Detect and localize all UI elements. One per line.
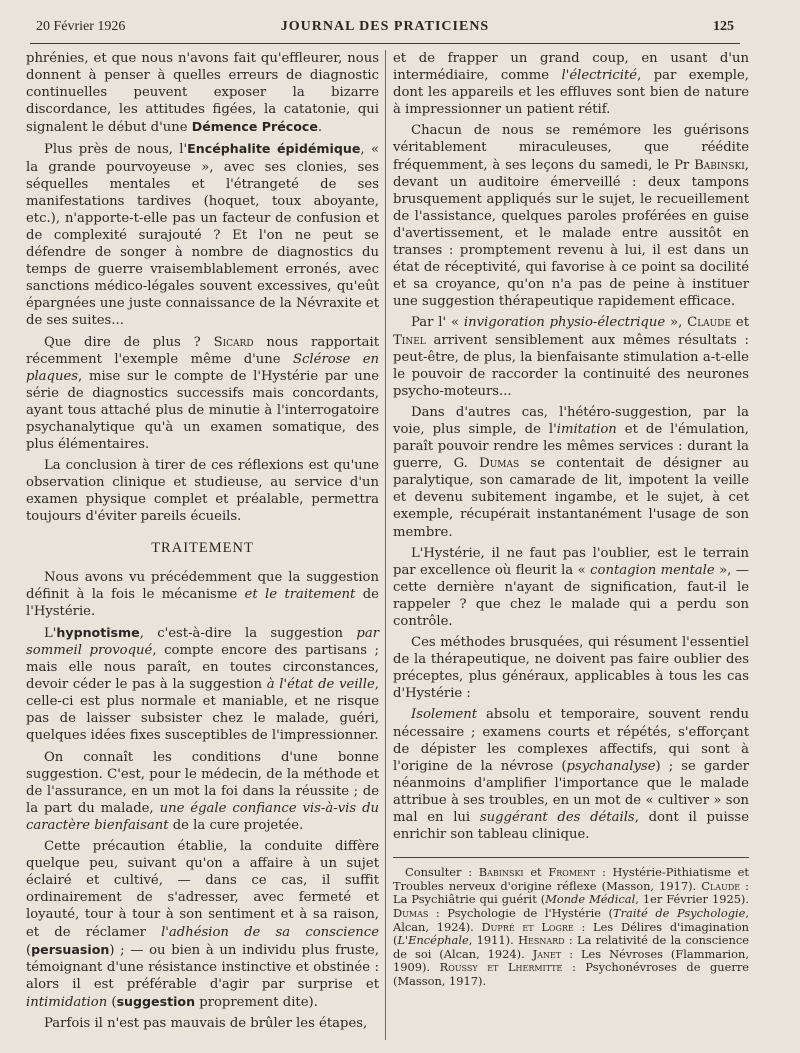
paragraph-conditions: On connaît les conditions d'une bonne suggestion. C'est, pour le médecin, de la méthode et de l'assurance, en un mot la foi dans la réussite ; de la part du malade, une égale confiance vis-à-vis du caractère bienfaisant de la cure projetée.	[26, 749, 379, 833]
column-divider	[385, 50, 386, 1040]
paragraph-electricity: et de frapper un grand coup, en usant d'un intermédiaire, comme l'électricité, par exemple, dont les appareils et les effluves sont bien de nature à impressionner un patient rétif.	[393, 51, 749, 118]
paragraph-stages: Parfois il n'est pas mauvais de brûler les étapes,	[44, 1015, 368, 1031]
paragraph-contagion: L'Hystérie, il ne faut pas l'oublier, est le terrain par excellence où fleurit la « contagion mentale », — cette dernière n'ayant de signification, faut-il le rappeler ? que chez le malade qui a perdu son contrôle.	[393, 545, 749, 629]
header-date: 20 Février 1926	[36, 19, 126, 34]
paragraph-encephalitis: Plus près de nous, l'Encéphalite épidémique, « la grande pourvoyeuse », avec ses clonies, ses séquelles mentales et l'étrangeté de ses manifestations tardives (hoquet, toux aboyante, etc.), n'apporte-t-elle pas un facteur de confusion et de complexité surajouté ? Et l'on ne peut se défendre de songer à nombre de diagnostics du temps de guerre vraisemblablement erronés, avec sanctions médico-légales souvent excessives, qu'eût épargnées une juste connaissance de la Névraxite et de ses suites...	[26, 141, 380, 329]
paragraph-methods: Ces méthodes brusquées, qui résument l'essentiel de la thérapeutique, ne doivent pas faire oublier des préceptes, plus généraux, applicables à tous les cas d'Hystérie :	[393, 635, 749, 702]
paragraph-sicard: Que dire de plus ? Sicard nous rapportait récemment l'exemple même d'une Sclérose en plaques, mise sur le compte de l'Hystérie par une série de diagnostics successifs mais concordants, ayant tous attaché plus de minutie à l'interrogatoire psychanalytique qu'à un examen somatique, des plus élémentaires.	[26, 334, 379, 453]
paragraph-conclusion: La conclusion à tirer de ces réflexions est qu'une observation clinique et studieuse, au service d'un examen physique complet et préalable, permettra toujours d'éviter pareils écueils.	[26, 458, 379, 525]
references-text: Consulter : Babinski et Froment : Hystérie-Pithiatisme et Troubles nerveux d'origine réflexe (Masson, 1917). Claude : La Psychiâtrie qui guérit (Monde Médical, 1er Février 1925). Dumas : Psychologie de l'Hystérie (Traité de Psychologie, Alcan, 1924). Dupré et Logre : Les Délires d'imagination (L'Encéphale, 1911). Hesnard : La relativité de la conscience de soi (Alcan, 1924). Janet : Les Névroses (Flammarion, 1909). Roussy et Lhermitte : Psychonévroses de guerre (Masson, 1917).	[393, 865, 750, 988]
running-header	[30, 17, 740, 44]
section-heading: TRAITEMENT	[151, 539, 254, 556]
header-journal-title: JOURNAL DES PRATICIENS	[280, 19, 490, 34]
header-page-number: 125	[713, 19, 734, 34]
paragraph-imitation: Dans d'autres cas, l'hétéro-suggestion, par la voie, plus simple, de l'imitation et de l'émulation, paraît pouvoir rendre les mêmes services : durant la guerre, G. Dumas se contentait de désigner au paralytique, son camarade de lit, impotent la veille et devenu subitement ingambe, et le sujet, à cet exemple, récupérait instantanément l'usage de son membre.	[393, 404, 749, 540]
paragraph-hypnotism: L'hypnotisme, c'est-à-dire la suggestion par sommeil provoqué, compte encore des partisans ; mais elle nous paraît, en toutes circonstances, devoir céder le pas à la suggestion à l'état de veille, celle-ci est plus normale et maniable, et ne risque pas de laisser subsister chez le malade, guéri, quelques idées fixes susceptibles de l'impressionner.	[26, 624, 380, 744]
paragraph-suggestion: Nous avons vu précédemment que la suggestion définit à la fois le mécanisme et le traitement de l'Hystérie.	[26, 569, 379, 619]
paragraph-babinski: Chacun de nous se remémore les guérisons véritablement miraculeuses, que réédite fréquemment, à ses leçons du samedi, le Pr Babinski, devant un auditoire émerveillé : deux tampons brusquement appliqués sur le sujet, le recueillement de l'assistance, quelques paroles proférées en guise d'avertissement, et le malade entre aussitôt en transes : promptement revenu à lui, il est dans un état de réceptivité, qui favorise à ce point sa docilité et sa croyance, qu'on n'a pas de peine à instituer une suggestion thérapeutique rapidement efficace.	[393, 123, 749, 310]
right-column	[393, 50, 749, 989]
paragraph-precaution: Cette précaution établie, la conduite diffère quelque peu, suivant qu'on a affaire à un sujet éclairé et cultivé, — dans ce cas, il suffit ordinairement de s'adresser, avec fermeté et loyauté, tour à tour à son sentiment et à sa raison, et de réclamer l'adhésion de sa conscience (persuasion) ; — ou bien à un individu plus fruste, témoignant d'une résistance instinctive et obstinée : alors il est préférable d'agir par surprise et intimidation (suggestion proprement dite).	[26, 839, 379, 1010]
paragraph-dementia: phrénies, et que nous n'avons fait qu'effleurer, nous donnent à penser à quelles erreurs de diagnostic continuelles peuvent exposer la bizarre discordance, les attitudes figées, la catatonie, qui signalent le début d'une Démence Précoce.	[26, 51, 379, 136]
paragraph-isolation: Isolement absolu et temporaire, souvent rendu nécessaire ; examens courts et répétés, s'efforçant de dépister les complexes affectifs, qui sont à l'origine de la névrose (psychanalyse) ; se garder néanmoins d'amplifier l'importance que le malade attribue à ses troubles, en un mot de « cultiver » son mal en lui suggérant des détails, dont il puisse enrichir son tableau clinique.	[393, 707, 750, 843]
paragraph-invigoration: Par l' « invigoration physio-électrique », Claude et Tinel arrivent sensiblement aux mêmes résultats : peut-être, de plus, la bienfaisante stimulation a-t-elle le pouvoir de raccorder la continuité des neurones psycho-moteurs...	[393, 315, 749, 399]
left-column	[26, 50, 379, 1036]
references-block	[393, 857, 749, 988]
